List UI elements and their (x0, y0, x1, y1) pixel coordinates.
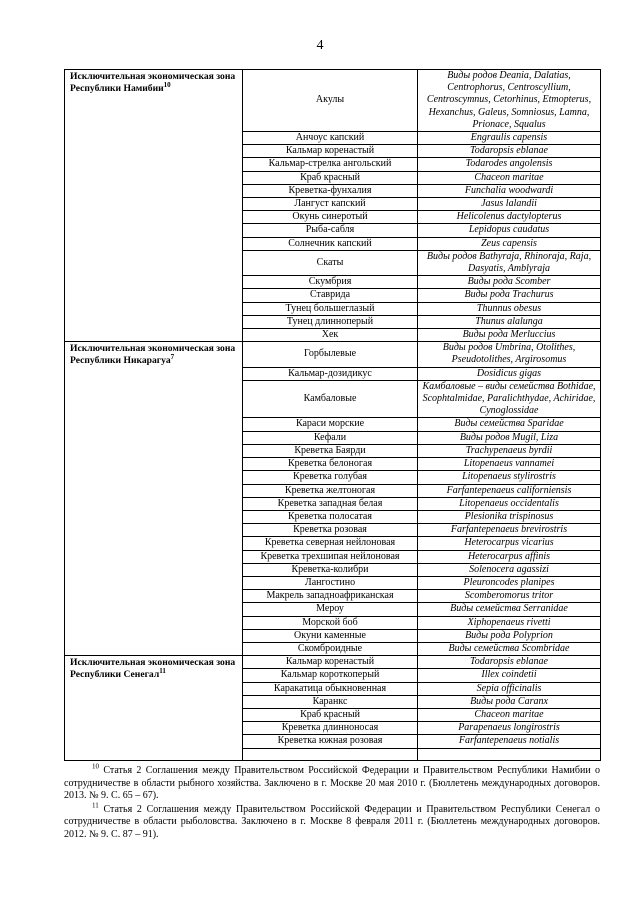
species-name-ru: Креветка желтоногая (243, 484, 418, 497)
species-name-latin: Виды рода Merluccius (418, 329, 601, 342)
species-name-latin: Parapenaeus longirostris (418, 722, 601, 735)
species-name-latin: Dosidicus gigas (418, 367, 601, 380)
species-name-ru: Креветка трехшипая нейлоновая (243, 550, 418, 563)
species-name-ru: Мероу (243, 603, 418, 616)
species-name-latin: Litopenaeus occidentalis (418, 497, 601, 510)
species-name-latin: Lepidopus caudatus (418, 224, 601, 237)
zone-name-cell (65, 656, 243, 760)
species-name-ru: Краб красный (243, 171, 418, 184)
footnote-number: 11 (92, 801, 99, 810)
footnote-text: Статья 2 Соглашения между Правительством Российской Федерации и Правительством Республики Сенегал о сотрудничестве в области рыболовства. Заключено в г. Москве 8 февраля 2011 г. (Бюллетень международных договоров. 2012. № 9. С. 87 – 91). (64, 803, 601, 840)
species-name-latin: Chaceon maritae (418, 171, 601, 184)
species-name-ru: Каракатица обыкновенная (243, 682, 418, 695)
species-name-ru: Макрель западноафриканская (243, 590, 418, 603)
species-name-ru: Тунец большеглазый (243, 302, 418, 315)
species-name-ru: Креветка западная белая (243, 497, 418, 510)
species-name-ru: Креветка полосатая (243, 510, 418, 523)
species-name-ru: Краб красный (243, 708, 418, 721)
zone-name-cell (65, 70, 243, 342)
footnote-ref: 10 (163, 80, 171, 89)
species-name-ru: Анчоус капский (243, 132, 418, 145)
species-name-latin: Todaropsis eblanae (418, 145, 601, 158)
species-name-latin: Виды родов Mugil, Liza (418, 431, 601, 444)
species-name-ru: Креветка голубая (243, 471, 418, 484)
species-name-latin: Виды родов Bathyraja, Rhinoraja, Raja, Dasyatis, Amblyraja (418, 250, 601, 275)
species-name-ru: Окуни каменные (243, 629, 418, 642)
species-name-latin: Pleuroncodes planipes (418, 576, 601, 589)
species-name-latin: Plesionika trispinosus (418, 510, 601, 523)
species-name-ru: Скаты (243, 250, 418, 275)
species-name-latin: Виды рода Trachurus (418, 289, 601, 302)
zone-name: Исключительная экономическая зона Республики Намибии (70, 71, 236, 94)
species-name-latin: Litopenaeus vannamei (418, 458, 601, 471)
species-name-latin: Thunnus obesus (418, 302, 601, 315)
empty-cell (243, 748, 418, 760)
species-name-ru: Креветка длинноносая (243, 722, 418, 735)
zone-name-cell (65, 342, 243, 656)
species-name-ru: Креветка розовая (243, 524, 418, 537)
page-number: 4 (316, 38, 324, 53)
table-row (65, 342, 601, 367)
species-name-latin: Sepia officinalis (418, 682, 601, 695)
species-name-ru: Ставрида (243, 289, 418, 302)
species-name-latin: Solenocera agassizi (418, 563, 601, 576)
species-name-ru: Кальмар коренастый (243, 656, 418, 669)
species-name-ru: Тунец длинноперый (243, 315, 418, 328)
species-name-latin: Xiphopenaeus rivetti (418, 616, 601, 629)
species-name-latin: Litopenaeus stylirostris (418, 471, 601, 484)
species-name-ru: Креветка южная розовая (243, 735, 418, 748)
species-name-latin: Виды семейства Serranidae (418, 603, 601, 616)
species-name-latin: Heterocarpus vicarius (418, 537, 601, 550)
zone-name: Исключительная экономическая зона Республики Сенегал (70, 657, 236, 681)
species-name-ru: Окунь синеротый (243, 211, 418, 224)
species-name-ru: Караси морские (243, 418, 418, 431)
species-name-ru: Кальмар-дозидикус (243, 367, 418, 380)
empty-cell (418, 748, 601, 760)
species-name-ru: Морской боб (243, 616, 418, 629)
species-name-ru: Каранкс (243, 695, 418, 708)
footnote-divider (64, 760, 246, 761)
footnote-number: 10 (92, 762, 99, 771)
zone-name: Исключительная экономическая зона Республики Никарагуа (70, 343, 236, 367)
species-name-latin: Farfantepenaeus brevirostris (418, 524, 601, 537)
species-name-ru: Солнечник капский (243, 237, 418, 250)
footnote-11 (64, 801, 601, 842)
footnote-ref: 11 (159, 666, 166, 675)
species-name-latin: Виды родов Umbrina, Otolithes, Pseudotolithes, Argirosomus (418, 342, 601, 367)
species-name-latin: Farfantepenaeus notialis (418, 735, 601, 748)
table-row (65, 656, 601, 669)
species-name-ru: Хек (243, 329, 418, 342)
species-name-latin: Виды родов Deania, Dalatias, Centrophorus, Centroscyllium, Centroscymnus, Cetorhinus, Etmopterus, Hexanchus, Galeus, Somniosus, Lamna, Prionace, Squalus (418, 70, 601, 132)
species-name-ru: Кальмар-стрелка ангольский (243, 158, 418, 171)
species-name-ru: Креветка северная нейлоновая (243, 537, 418, 550)
species-name-latin: Trachypenaeus byrdii (418, 444, 601, 457)
species-name-latin: Todaropsis eblanae (418, 656, 601, 669)
species-name-ru: Креветка-колибри (243, 563, 418, 576)
species-name-latin: Helicolenus dactylopterus (418, 211, 601, 224)
species-name-ru: Креветка-фунхалия (243, 184, 418, 197)
footnotes (64, 762, 601, 843)
footnote-ref: 7 (170, 353, 175, 362)
species-name-latin: Thunus alalunga (418, 315, 601, 328)
species-name-latin: Камбаловые – виды семейства Bothidae, Scophtalmidae, Paralichthydae, Achiridae, Cynoglossidae (418, 380, 601, 418)
species-name-ru: Горбылевые (243, 342, 418, 367)
species-name-latin: Chaceon maritae (418, 708, 601, 721)
species-name-latin: Zeus capensis (418, 237, 601, 250)
species-name-ru: Лангуст капский (243, 198, 418, 211)
species-name-ru: Скумбрия (243, 276, 418, 289)
species-name-latin: Виды рода Polyprion (418, 629, 601, 642)
species-name-ru: Лангостино (243, 576, 418, 589)
species-name-latin: Todarodes angolensis (418, 158, 601, 171)
species-name-latin: Funchalia woodwardi (418, 184, 601, 197)
species-name-ru: Камбаловые (243, 380, 418, 418)
species-name-ru: Кальмар коренастый (243, 145, 418, 158)
species-name-ru: Креветка Баярди (243, 444, 418, 457)
species-name-latin: Heterocarpus affinis (418, 550, 601, 563)
species-name-latin: Виды рода Caranx (418, 695, 601, 708)
species-name-latin: Виды рода Scomber (418, 276, 601, 289)
species-name-ru: Акулы (243, 70, 418, 132)
species-name-latin: Виды семейства Sparidae (418, 418, 601, 431)
species-name-latin: Farfantepenaeus californiensis (418, 484, 601, 497)
footnote-text: Статья 2 Соглашения между Правительством Российской Федерации и Правительством Республики Намибии о сотрудничестве в области рыбного хозяйства. Заключено в г. Москве 20 мая 2010 г. (Бюллетень международных договоров. 2013. № 9. С. 65 – 67). (64, 765, 601, 802)
species-name-latin: Engraulis capensis (418, 132, 601, 145)
species-name-latin: Виды семейства Scombridae (418, 642, 601, 655)
footnote-10 (64, 762, 601, 803)
species-name-latin: Scomberomorus tritor (418, 590, 601, 603)
species-name-ru: Креветка белоногая (243, 458, 418, 471)
table-row (65, 70, 601, 132)
species-name-latin: Jasus lalandii (418, 198, 601, 211)
species-name-ru: Рыба-сабля (243, 224, 418, 237)
species-name-latin: Illex coindetii (418, 669, 601, 682)
species-name-ru: Кальмар короткоперый (243, 669, 418, 682)
species-table-body (65, 70, 601, 761)
species-name-ru: Кефали (243, 431, 418, 444)
species-table (64, 69, 601, 761)
species-name-ru: Скомброидные (243, 642, 418, 655)
